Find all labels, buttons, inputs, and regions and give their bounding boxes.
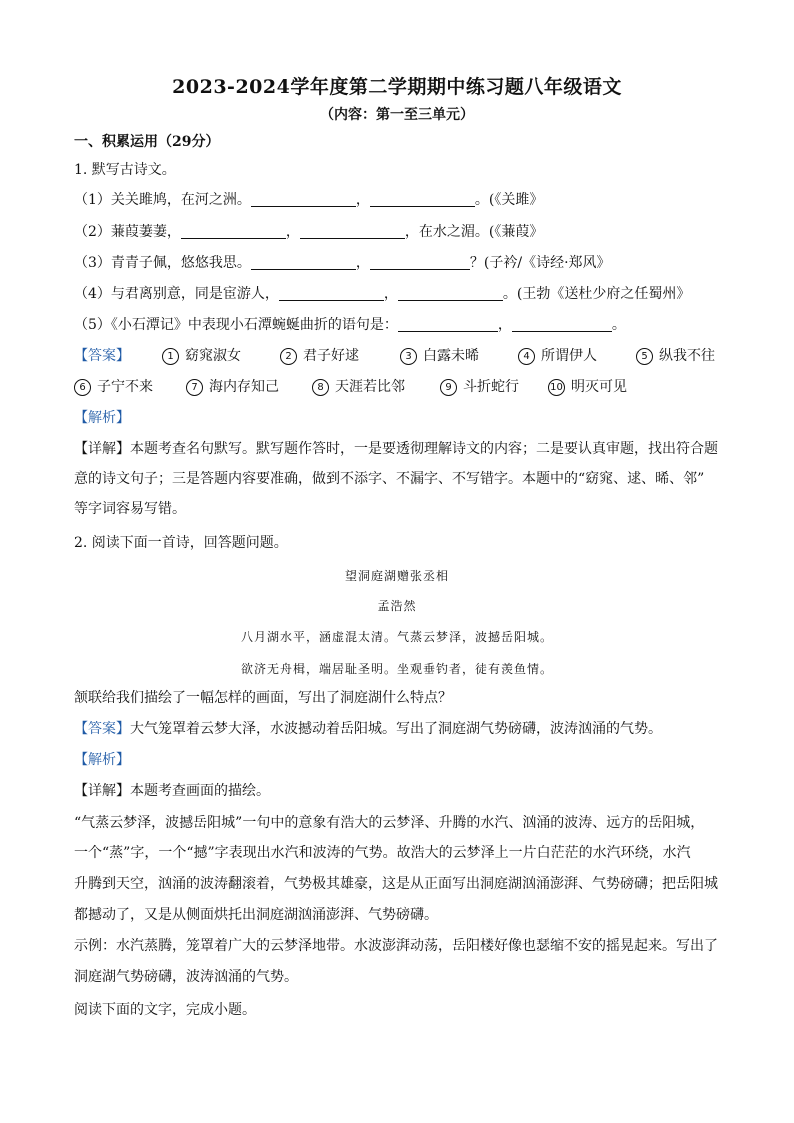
fill-item-5: （5）《小石潭记》中表现小石潭蜿蜒曲折的语句是： ， 。 [74,317,626,333]
fill-blank[interactable] [512,316,612,332]
closing-instruction: 阅读下面的文字，完成小题。 [74,1002,256,1018]
fill-blank[interactable] [370,191,475,207]
detail-line: 等字词容易写错。 [74,501,186,517]
q2-answer: 【答案】大气笼罩着云梦大泽，水波撼动着岳阳城。写出了洞庭湖气势磅礴，波涛汹涌的气势。 [74,721,662,737]
answer-item: 1 窈窕淑女 [162,346,241,366]
fill-blank[interactable] [251,254,356,270]
analysis-label: 【解析】 [74,752,130,768]
fill-blank[interactable] [251,191,356,207]
detail-line: “气蒸云梦泽，波撼岳阳城”一句中的意象有浩大的云梦泽、升腾的水汽、汹涌的波涛、远方的岳阳城， [74,815,705,831]
detail-line: 升腾到天空，汹涌的波涛翻滚着，气势极其雄豪，这是从正面写出洞庭湖汹涌澎湃、气势磅礴；把岳阳城 [74,876,718,892]
poem-author: 孟浩然 [377,599,417,613]
detail-line: 一个“蒸”字，一个“撼”字表现出水汽和波涛的气势。故浩大的云梦泽上一片白茫茫的水汽环绕，水汽 [74,845,691,861]
fill-blank[interactable] [398,316,498,332]
answer-label: 【答案】 [74,348,130,364]
detail-line: 【详解】本题考查名句默写。默写题作答时，一是要透彻理解诗文的内容；二是要认真审题，找出符合题 [74,441,718,457]
answer-item: 9 斗折蛇行 [440,377,519,397]
answer-item: 5 纵我不往 [636,346,715,366]
answer-item: 4 所谓伊人 [518,346,597,366]
detail-line: 都撼动了，又是从侧面烘托出洞庭湖汹涌澎湃、气势磅礴。 [74,907,438,923]
fill-item-2: （2）蒹葭萋萋， ， ，在水之湄。(《蒹葭》 [74,224,544,240]
answer-item: 2 君子好逑 [280,346,359,366]
section-heading: 一、积累运用（29分） [74,134,220,150]
answer-item: 6 子宁不来 [74,377,153,397]
fill-item-1: （1）关关雎鸠，在河之洲。 ， 。(《关雎》 [74,192,544,208]
answer-item: 7 海内存知己 [186,377,279,397]
answer-item: 3 白露未晞 [400,346,479,366]
poem-line: 八月湖水平，涵虚混太清。气蒸云梦泽，波撼岳阳城。 [240,630,553,644]
fill-blank[interactable] [370,254,470,270]
question-1-stem: 1. 默写古诗文。 [74,162,176,178]
fill-blank[interactable] [181,223,286,239]
page-title: 2023-2024学年度第二学期期中练习题八年级语文 [172,76,622,98]
answer-item: 8 天涯若比邻 [312,377,405,397]
answer-item: 10 明灭可见 [548,377,627,397]
poem-line: 欲济无舟楫，端居耻圣明。坐观垂钓者，徒有羡鱼情。 [240,662,553,676]
page-subtitle: （内容：第一至三单元） [320,107,474,123]
detail-line: 意的诗文句子；三是答题内容要准确，做到不添字、不漏字、不写错字。本题中的“窈窕、逑、晞、邻” [74,471,705,487]
question-2-stem: 2. 阅读下面一首诗，回答题问题。 [74,535,288,551]
fill-item-3: （3）青青子佩，悠悠我思。 ， ？(子衿/《诗经·郑风》 [74,255,611,271]
question-2-prompt: 颔联给我们描绘了一幅怎样的画面，写出了洞庭湖什么特点？ [74,690,452,706]
poem-title: 望洞庭湖赠张丞相 [344,569,449,583]
fill-blank[interactable] [279,285,384,301]
detail-line: 【详解】本题考查画面的描绘。 [74,783,270,799]
fill-blank[interactable] [398,285,503,301]
detail-line: 洞庭湖气势磅礴，波涛汹涌的气势。 [74,969,298,985]
fill-blank[interactable] [300,223,405,239]
detail-line: 示例：水汽蒸腾，笼罩着广大的云梦泽地带。水波澎湃动荡，岳阳楼好像也瑟缩不安的摇晃起来。写出了 [74,938,718,954]
analysis-label: 【解析】 [74,410,130,426]
fill-item-4: （4）与君离别意，同是宦游人， ， 。(王勃《送杜少府之任蜀州》 [74,286,691,302]
